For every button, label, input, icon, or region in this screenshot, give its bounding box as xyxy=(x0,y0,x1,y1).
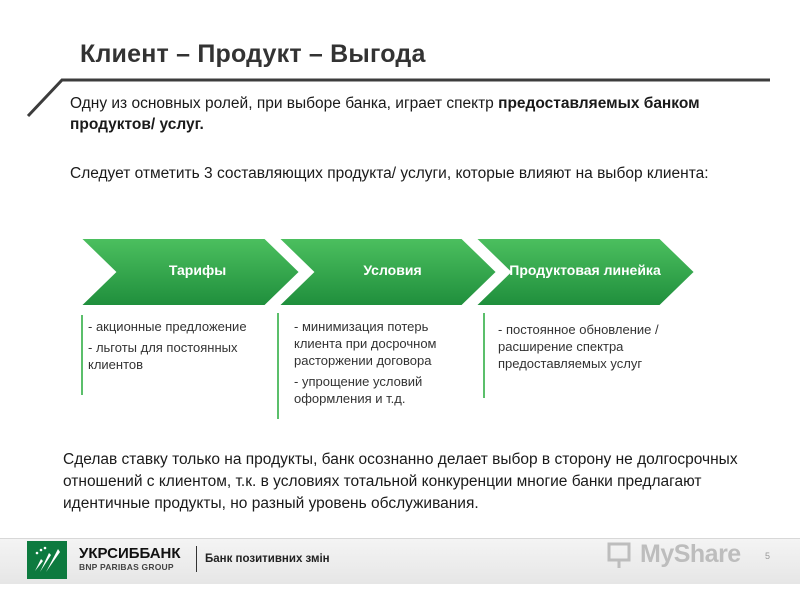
list-item: - упрощение условий оформления и т.д. xyxy=(294,374,423,406)
bank-group: BNP PARIBAS GROUP xyxy=(79,562,174,572)
step-label-tariffs: Тарифы xyxy=(168,262,227,278)
step-label-conditions: Условия xyxy=(363,262,422,278)
presentation-icon xyxy=(606,540,640,570)
details-tariffs xyxy=(88,318,273,377)
divider-line xyxy=(277,313,279,419)
footer-separator xyxy=(196,546,197,572)
details-product-line xyxy=(498,321,713,376)
intro-text: Одну из основных ролей, при выборе банка, играет спектр xyxy=(70,95,499,112)
watermark-text: MySharе xyxy=(640,540,741,568)
intro-bold-text: предоставляемых банком продуктов/ услуг. xyxy=(70,95,700,133)
details-conditions xyxy=(294,318,479,411)
intro-paragraph-2: Следует отметить 3 составляющих продукта/ услуги, которые влияют на выбор клиента: xyxy=(70,165,709,182)
conclusion-paragraph: Сделав ставку только на продукты, банк осознанно делает выбор в сторону не долгосрочных отношений с клиентом, т.к. в условиях тотальной конкуренции многие банки предлагают идентичные продукты, но разный уровень обслуживания. xyxy=(63,451,738,512)
list-item: - постоянное обновление / расширение спектра предоставляемых услуг xyxy=(498,322,659,371)
divider-line xyxy=(483,313,485,398)
bank-slogan: Банк позитивних змін xyxy=(205,553,330,565)
list-item: - минимизация потерь клиента при досрочном расторжении договора xyxy=(294,319,437,368)
bank-logo-icon xyxy=(27,541,67,579)
page-number: 5 xyxy=(765,551,771,561)
bank-name: УКРСИББАНК xyxy=(79,545,181,562)
page-title: Клиент – Продукт – Выгода xyxy=(80,40,426,68)
step-label-product-line: Продуктовая линейка xyxy=(509,262,661,278)
divider-line xyxy=(81,315,83,395)
list-item: - акционные предложение xyxy=(88,319,247,334)
list-item: - льготы для постоянных клиентов xyxy=(88,340,238,372)
